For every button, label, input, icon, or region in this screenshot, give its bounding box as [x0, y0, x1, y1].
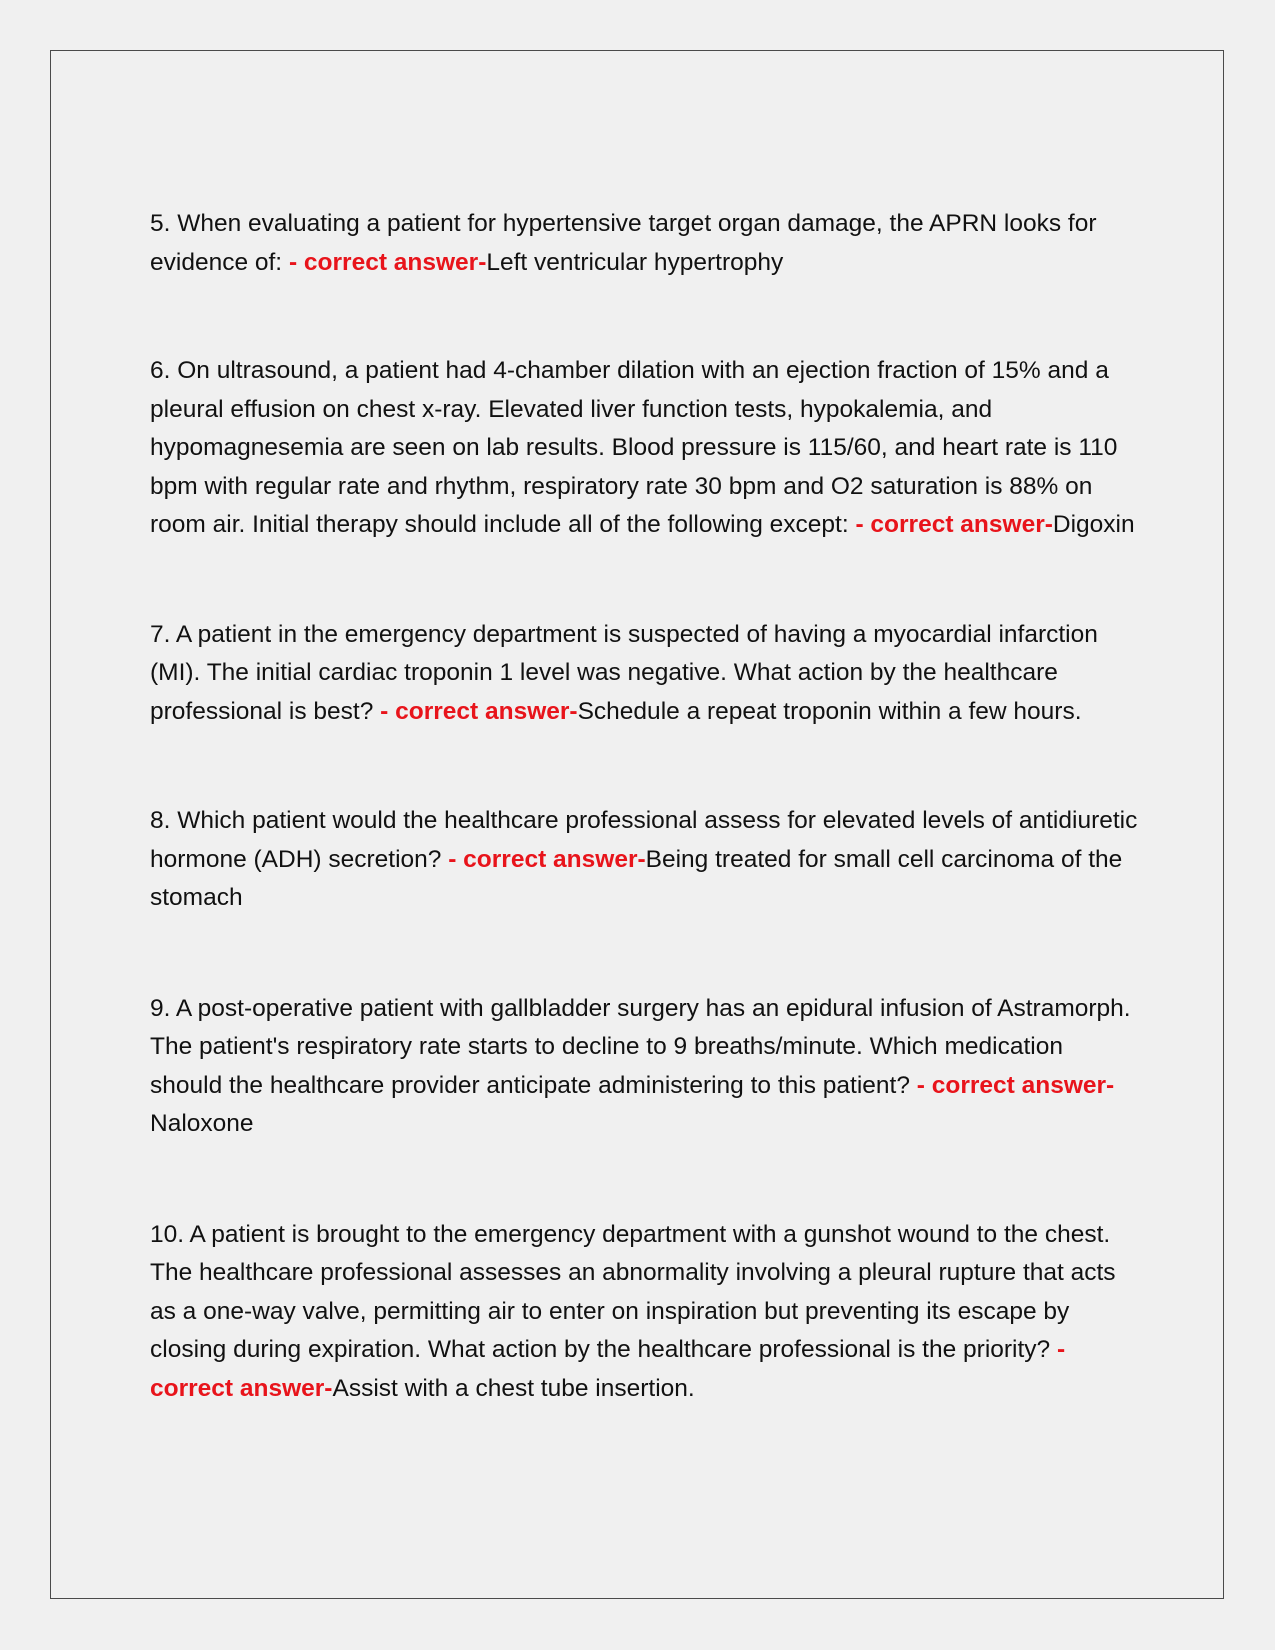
- question-text: 8. Which patient would the healthcare professional assess for elevated levels of antidiuretic hormone (ADH) secretion?: [150, 807, 1138, 873]
- correct-answer-marker: - correct answer-: [916, 1071, 1115, 1099]
- answer-text: Schedule a repeat troponin within a few hours.: [577, 697, 1082, 725]
- question-item-8: [150, 802, 1140, 918]
- question-text: 6. On ultrasound, a patient had 4-chamber dilation with an ejection fraction of 15% and a pleural effusion on chest x-ray. Elevated liver function tests, hypokalemia, and hypomagnesemia are seen on lab results. Blood pressure is 115/60, and heart rate is 110 bpm with regular rate and rhythm, respiratory rate 30 bpm and O2 saturation is 88% on room air. Initial therapy should include all of the following except:: [150, 357, 1118, 538]
- correct-answer-marker: - correct answer-: [288, 248, 487, 276]
- question-item-9: [150, 990, 1140, 1144]
- question-item-10: [150, 1216, 1140, 1409]
- correct-answer-marker: - correct answer-: [855, 511, 1053, 538]
- question-item-6: [150, 352, 1140, 545]
- question-list: [150, 205, 1140, 1480]
- answer-text: Naloxone: [150, 1110, 254, 1137]
- correct-answer-marker: - correct answer-: [380, 697, 578, 725]
- question-item-5: [150, 205, 1140, 282]
- answer-text: Assist with a chest tube insertion.: [332, 1374, 695, 1402]
- answer-text: Digoxin: [1052, 511, 1135, 538]
- correct-answer-marker: - correct answer-: [448, 845, 646, 873]
- question-text: 5. When evaluating a patient for hypertensive target organ damage, the APRN looks for evidence of:: [150, 210, 1097, 276]
- answer-text: Left ventricular hypertrophy: [486, 248, 784, 276]
- answer-text: Being treated for small cell carcinoma of the stomach: [150, 845, 1123, 911]
- question-text: 7. A patient in the emergency department is suspected of having a myocardial infarction (MI). The initial cardiac troponin 1 level was negative. What action by the healthcare professional is best?: [150, 620, 1098, 725]
- correct-answer-marker: - correct answer-: [150, 1336, 1066, 1402]
- question-text: 10. A patient is brought to the emergency department with a gunshot wound to the chest. The healthcare professional assesses an abnormality involving a pleural rupture that acts as a one-way valve, permitting air to enter on inspiration but preventing its escape by closing during expiration. What action by the healthcare professional is the priority?: [150, 1220, 1116, 1363]
- question-item-7: [150, 616, 1140, 732]
- question-text: 9. A post-operative patient with gallbladder surgery has an epidural infusion of Astramorph. The patient's respiratory rate starts to decline to 9 breaths/minute. Which medication should the healthcare provider anticipate administering to this patient?: [150, 994, 1131, 1099]
